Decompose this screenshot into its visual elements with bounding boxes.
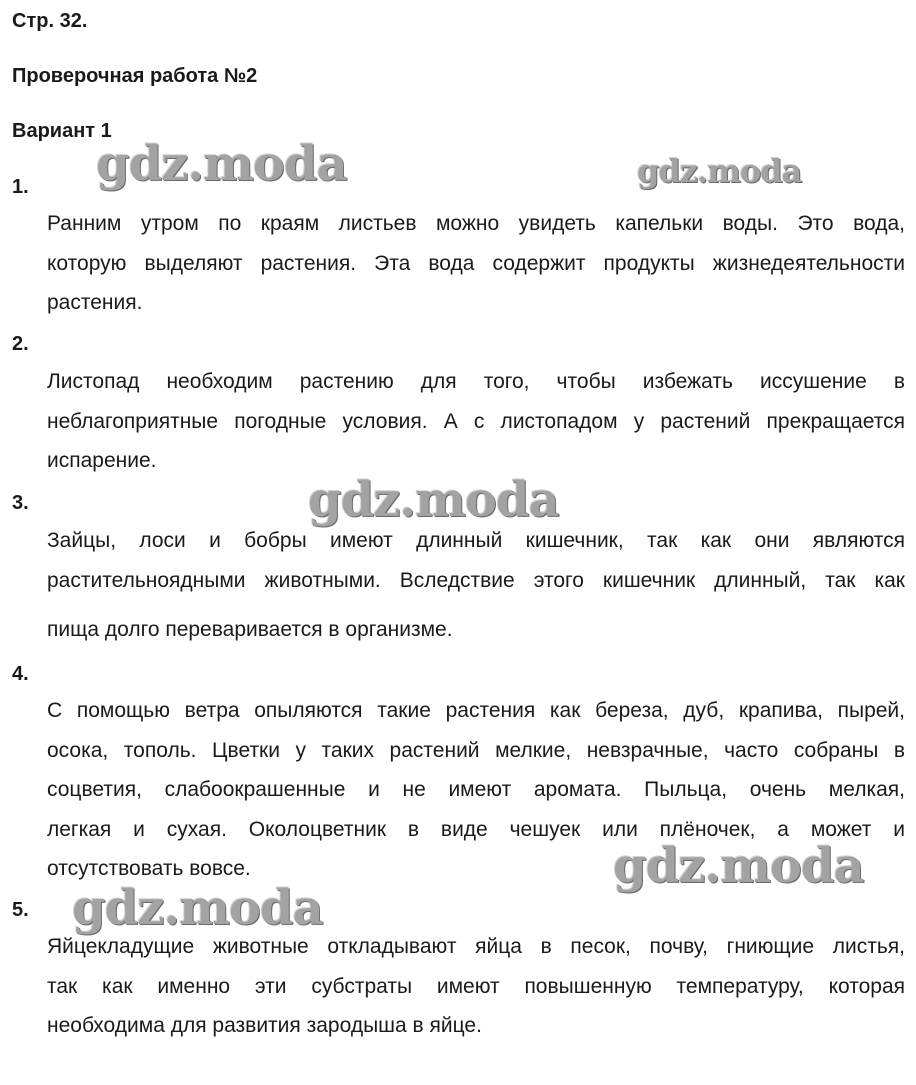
answer-number-2: 2. <box>12 333 29 355</box>
answer-3-line: Зайцы, лоси и бобры имеют длинный кишечник, так как они являются <box>47 529 905 552</box>
answer-4-line: осока, тополь. Цветки у таких растений мелкие, невзрачные, часто собраны в <box>47 738 905 762</box>
watermark-logo: gdz.moda <box>72 880 323 936</box>
answer-text-1 <box>47 204 905 323</box>
answer-4-line: соцветия, слабоокрашенные и не имеют аромата. Пыльца, очень мелкая, <box>47 778 905 801</box>
answer-number-5: 5. <box>12 899 29 921</box>
answer-text-5 <box>47 927 905 1046</box>
answer-2-line: неблагоприятные погодные условия. А с листопадом у растений прекращается <box>47 409 905 433</box>
answer-4-line: С помощью ветра опыляются такие растения как береза, дуб, крапива, пырей, <box>47 699 905 722</box>
worksheet-title: Проверочная работа №2 <box>12 65 258 87</box>
watermark-logo: gdz.moda <box>613 838 864 894</box>
answer-5-line: необходима для развития зародыша в яйце. <box>47 1014 482 1037</box>
answer-3-line: пища долго переваривается в организме. <box>47 618 453 641</box>
answer-4-line: отсутствовать вовсе. <box>47 857 251 880</box>
page-number: Стр. 32. <box>12 10 88 32</box>
answer-number-1: 1. <box>12 176 29 198</box>
answer-1-line: растения. <box>47 291 143 314</box>
answer-number-4: 4. <box>12 663 29 685</box>
watermark-logo: gdz.moda <box>308 472 559 528</box>
answer-number-3: 3. <box>12 492 29 514</box>
variant-label: Вариант 1 <box>12 120 112 142</box>
watermark-logo: gdz.moda <box>637 152 802 190</box>
answer-2-line: испарение. <box>47 449 157 472</box>
watermark-logo: gdz.moda <box>96 136 347 192</box>
answer-text-3 <box>47 521 905 650</box>
answer-1-line: Ранним утром по краям листьев можно увидеть капельки воды. Это вода, <box>47 212 905 235</box>
answer-text-2 <box>47 362 905 481</box>
answer-4-line: легкая и сухая. Околоцветник в виде чешуек или плёночек, а может и <box>47 817 905 841</box>
answer-1-line: которую выделяют растения. Эта вода содержит продукты жизнедеятельности <box>47 251 905 275</box>
answer-5-line: Яйцекладущие животные откладывают яйца в песок, почву, гниющие листья, <box>47 935 905 958</box>
answer-3-line: растительноядными животными. Вследствие этого кишечник длинный, так как <box>47 568 905 592</box>
answer-2-line: Листопад необходим растению для того, чтобы избежать иссушение в <box>47 370 905 393</box>
answer-5-line: так как именно эти субстраты имеют повышенную температуру, которая <box>47 974 905 998</box>
